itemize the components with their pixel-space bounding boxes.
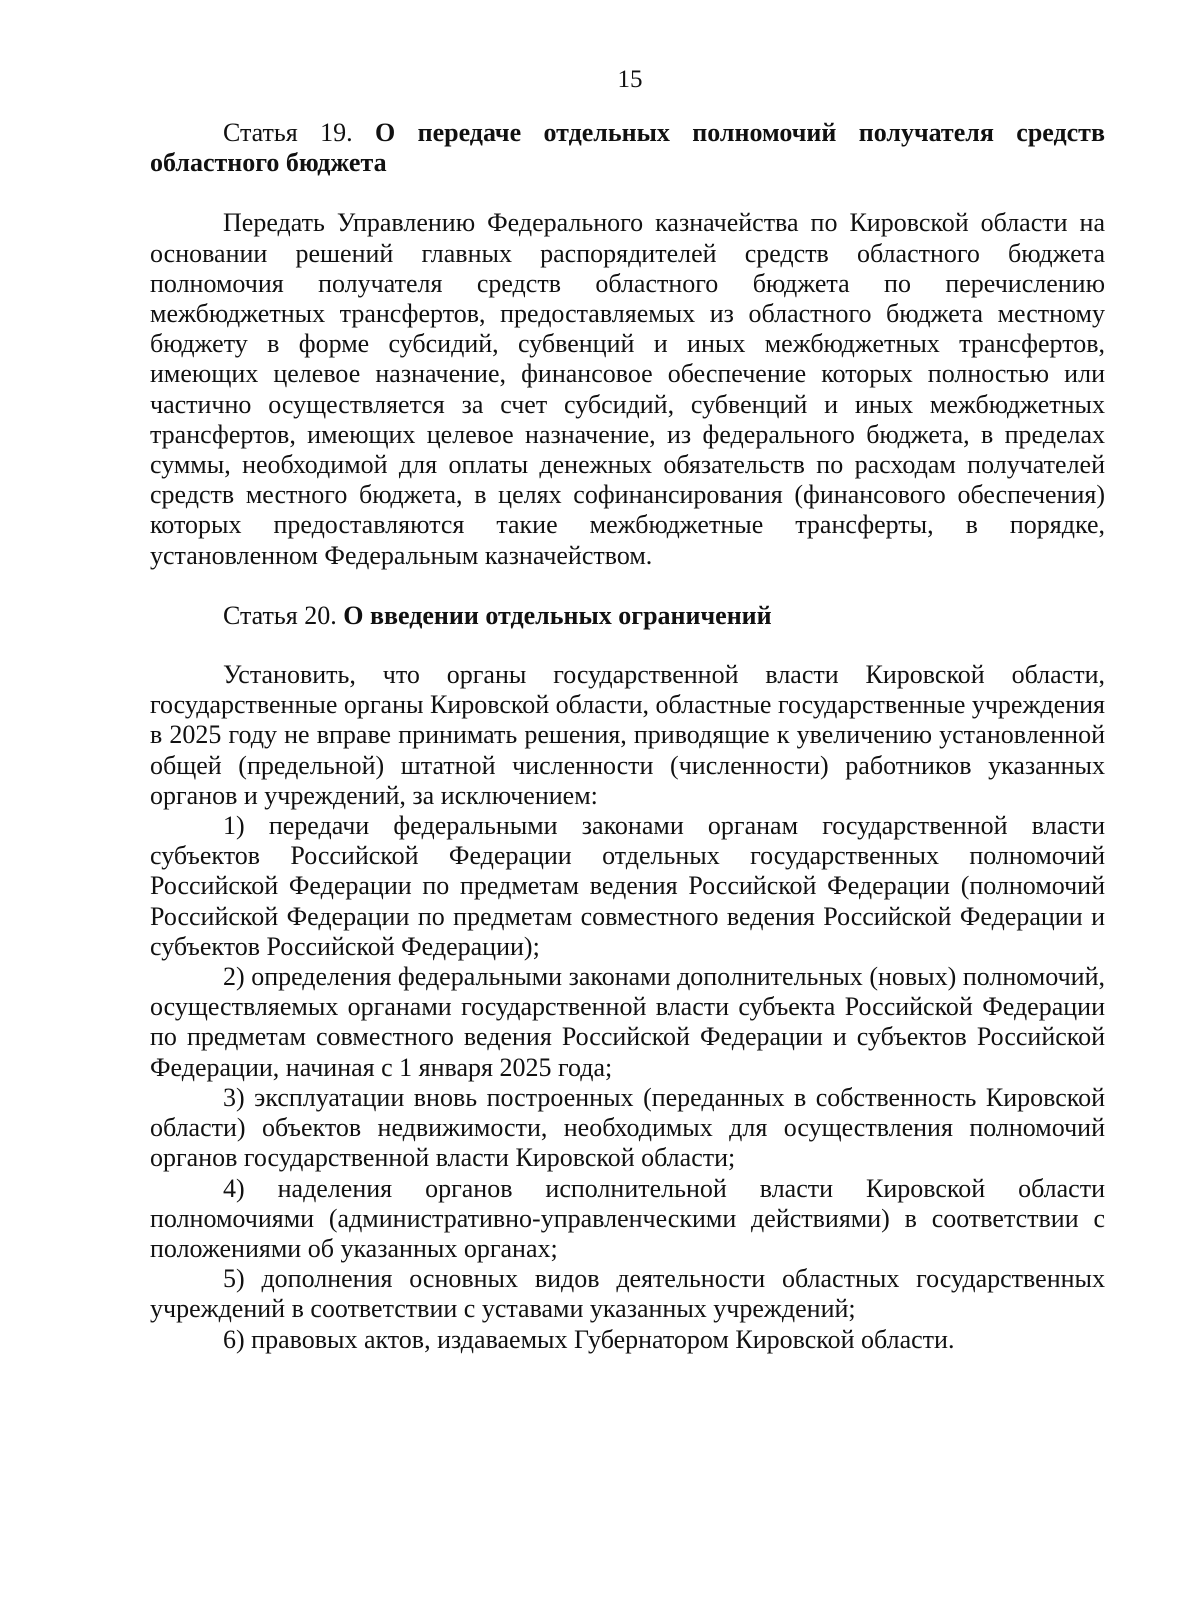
document-body xyxy=(150,118,1105,1355)
list-item-4: 4) наделения органов исполнительной власти Кировской области полномочиями (административно-управленческими действиями) в соответствии с положениями об указанных органах; xyxy=(150,1173,1105,1263)
article-20-intro: Установить, что органы государственной власти Кировской области, государственные органы Кировской области, областные государственные учреждения в 2025 году не вправе принимать решения, приводящие к увеличению установленной общей (предельной) штатной численности (численности) работников указанных органов и учреждений, за исключением: xyxy=(150,660,1105,810)
article-19-heading xyxy=(150,118,1105,178)
list-item-6: 6) правовых актов, издаваемых Губернатором Кировской области. xyxy=(223,1324,955,1354)
article-20-title: О введении отдельных ограничений xyxy=(343,600,772,630)
list-item-3: 3) эксплуатации вновь построенных (переданных в собственность Кировской области) объектов недвижимости, необходимых для осуществления полномочий органов государственной власти Кировской области; xyxy=(150,1082,1105,1173)
article-19-label: Статья 19. xyxy=(223,118,353,147)
article-20-heading xyxy=(150,601,1105,631)
article-20-label: Статья 20. xyxy=(223,600,337,630)
list-item-5: 5) дополнения основных видов деятельности областных государственных учреждений в соответствии с уставами указанных учреждений; xyxy=(150,1264,1105,1324)
list-item-1: 1) передачи федеральными законами органам государственной власти субъектов Российской Федерации отдельных государственных полномочий Российской Федерации по предметам ведения Российской Федерации (полномочий Российской Федерации по предметам совместного ведения Российской Федерации и субъектов Российской Федерации); xyxy=(150,811,1105,961)
article-19-body: Передать Управлению Федерального казначейства по Кировской области на основании решений главных распорядителей средств областного бюджета полномочия получателя средств областного бюджета по перечислению межбюджетных трансфертов, предоставляемых из областного бюджета местному бюджету в форме субсидий, субвенций и иных межбюджетных трансфертов, имеющих целевое назначение, финансовое обеспечение которых полностью или частично осуществляется за счет субсидий, субвенций и иных межбюджетных трансфертов, имеющих целевое назначение, из федерального бюджета, в пределах суммы, необходимой для оплаты денежных обязательств по расходам получателей средств местного бюджета, в целях софинансирования (финансового обеспечения) которых предоставляются такие межбюджетные трансферты, в порядке, установленном Федеральным казначейством. xyxy=(150,208,1105,570)
list-item-2: 2) определения федеральными законами дополнительных (новых) полномочий, осуществляемых органами государственной власти субъекта Российской Федерации по предметам совместного ведения Российской Федерации и субъектов Российской Федерации, начиная с 1 января 2025 года; xyxy=(150,962,1105,1082)
page-number: 15 xyxy=(617,66,643,93)
article-19-title: О передаче отдельных полномочий получателя средств областного бюджета xyxy=(150,118,1105,178)
